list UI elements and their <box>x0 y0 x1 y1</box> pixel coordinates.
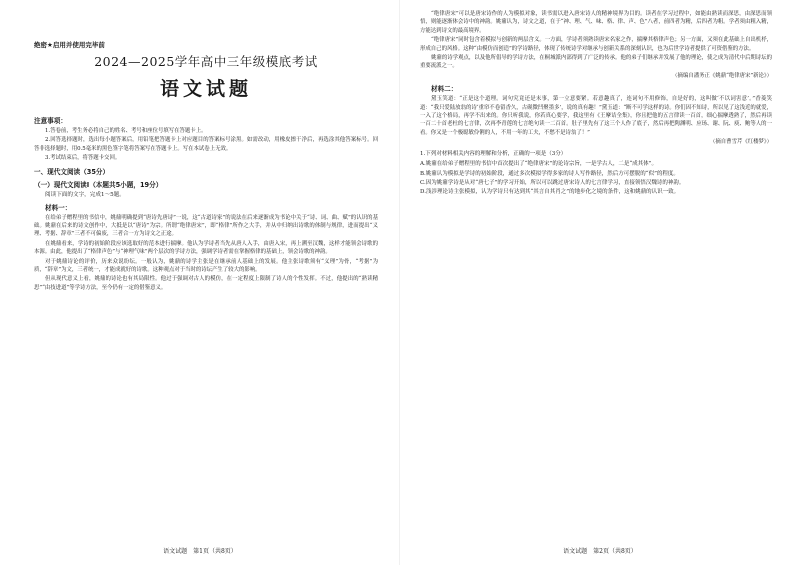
exam-title: 2024—2025学年高中三年级模底考试 <box>94 54 318 69</box>
note-item: 1.答卷前，考生务必将自己的姓名、考号和座位号填写在答题卡上。 <box>45 128 207 134</box>
question-option-a: A.姚鼐在给弟子赠程里的书信中首次提出了“绝律唐宋”的论诗宗旨，一是学古人，二是“成其体”。 <box>420 161 657 168</box>
sub-section-heading: （一）现代文阅读Ⅰ（本题共5小题，19分） <box>34 180 163 189</box>
question-stem: 1.下列对材料相关内容的理解和分析，正确的一项是（3分） <box>420 150 567 157</box>
paper-title: 语文试题 <box>159 78 252 100</box>
question-option-c: C.因为姚鼐学诗是从对“唐七子”的学习开始，所以可以跳过唐宋诗人的七言律学习，直接领悟汉魏诗的神韵。 <box>420 179 685 186</box>
page-footer-right: 语文试题 第2页（共8页） <box>563 548 637 555</box>
passage-paragraph: 在姚鼐看来，学诗的初始阶段应该选取好的范本进行揣摩。他认为学诗者当先从唐人入手，由唐入宋，再上溯至汉魏，这样才能领会诗歌的本源。由此，他提出了“格律声色”与“神理气味”两个层次的学诗方法，强调学诗者需在掌握格律的基础上，领会诗歌的神韵。 <box>34 240 378 256</box>
material-two-text: 黛玉笑道：“正是这个道理。词句究竟还是末事，第一立意要紧。若意趣真了，连词句不用修饰，自是好的，这叫做‘不以词害意’。”香菱笑道：“我只爱陆放翁的诗‘重帘不卷留香久，古砚微凹聚墨多’，说的真有趣！”黛玉道：“断不可学这样的诗。你们因不知诗，所以见了这浅近的就爱，一入了这个格局，再学不出来的。你只听我说，你若真心要学，我这里有《王摩诘全集》，你且把他的五言律读一百首，细心揣摩透熟了，然后再读一百二十首老杜的七言律，次再李青莲的七言绝句读一二百首。肚子里先有了这三个人作了底子，然后再把陶渊明、应玚、谢、阮、庾、鲍等人的一看。你又是一个极聪敏伶俐的人，不用一年的工夫，不愁不是诗翁了！” <box>420 96 772 136</box>
page-footer-left: 语文试题 第1页（共8页） <box>163 548 237 555</box>
page-right <box>400 0 800 565</box>
reading-instruction: 阅读下面的文字，完成1～5题。 <box>45 191 125 198</box>
question-option-d: D.浅涉理论诗主张模拟，认为学诗只有达到其“其言自其肖之”的地步化之境的条件，这和姚鼐的认识一致。 <box>420 189 680 196</box>
secret-mark: 绝密★启用并使用完毕前 <box>34 41 105 49</box>
notes-heading: 注意事项： <box>34 117 67 125</box>
passage-paragraph: “绝律唐宋”同时包含着模拟与创新的两层含义。一方面，学诗者须熟读唐宋名家之作，揣摩其格律声色；另一方面，又须在此基础上自出机杼，形成自己的风格。这种“由模仿而创造”的学诗路径，体现了传统诗学对继承与创新关系的深刻认识，也为后世学诗者提供了可资借鉴的方法。 <box>420 37 772 52</box>
passage-paragraph: 对于姚鼐诗论的评价，历来众说纷纭。一般认为，姚鼐的诗学主张是在继承前人基础上的发展。他主张诗歌须有“义理”为骨，“考据”为质，“辞章”为文，三者统一，才能成就好的诗歌。这种观点对于当时的诗坛产生了较大的影响。 <box>34 258 378 274</box>
passage-paragraph: 但从现代意义上看，姚鼐的诗论也有其局限性。他过于强调对古人的模仿，在一定程度上限制了诗人的个性发挥。不过，他提出的“熟读精思”“由技进道”等学诗方法，至今仍有一定的借鉴意义。 <box>34 276 378 291</box>
passage-paragraph: “绝律唐宋”可以是唐宋诗作的人为模拟对象，读书需以进入唐宋诗人的精神境界为目的。读者在学习过程中，如能由熟读而深思，由深思而领悟，则能逐渐体会诗中的神韵。姚鼐认为，诗文之道，在于“神、理、气、味、格、律、声、色”八者，前四者为精，后四者为粗。学者须由粗入精，方能达到诗文的最高境界。 <box>420 11 772 34</box>
question-option-b: B.姚鼐认为模拟是学诗的初始阶段，通过多次模拟学得多家的诗人写作路径，然后方可摆脱的“似”的程度。 <box>420 170 679 177</box>
note-item: 2.回答选择题时，选出每小题答案后，用铅笔把答题卡上对应题目的答案标号涂黑。如需改动，用橡皮擦干净后，再选涂其他答案标号。回答非选择题时，用0.5毫米的黑色签字笔将答案写在答题卡上。写在本试卷上无效。 <box>34 137 378 152</box>
material-one-attribution: （摘编自潘务正《姚鼐“绝律唐宋”新论》） <box>672 72 772 79</box>
note-item: 3.考试结束后，将答题卡交回。 <box>45 155 121 162</box>
passage-paragraph: 姚鼐的诗学观点，以及他所倡导的学诗方法，在桐城派内部得到了广泛的传承。他的弟子们继承并发展了他的理论，使之成为清代中后期诗坛的重要流派之一。 <box>420 55 772 70</box>
passage-paragraph: 在给弟子赠程里的书信中，姚鼐明确提到“唐诗先唐诗”一说，这“古道诗家”的说法在后来逐渐成为书论中关于“诗、词、曲、赋”的认识的基础。姚鼐在后来的诗文创作中，大抵是以“唐诗”为宗。所谓“绝律唐宋”，即“格律”所作之大手，并从中归纳出诗歌的体制与规律，进而提出“义理、考据、辞章”三者不可偏废，三者合一方为诗文之正途。 <box>34 214 378 238</box>
material-two-attribution: （摘自曹雪芹《红楼梦》） <box>710 139 772 146</box>
material-two-label: 材料二： <box>431 85 458 94</box>
material-one-label: 材料一： <box>45 203 72 212</box>
section-heading: 一、现代文阅读（35分） <box>34 167 110 176</box>
